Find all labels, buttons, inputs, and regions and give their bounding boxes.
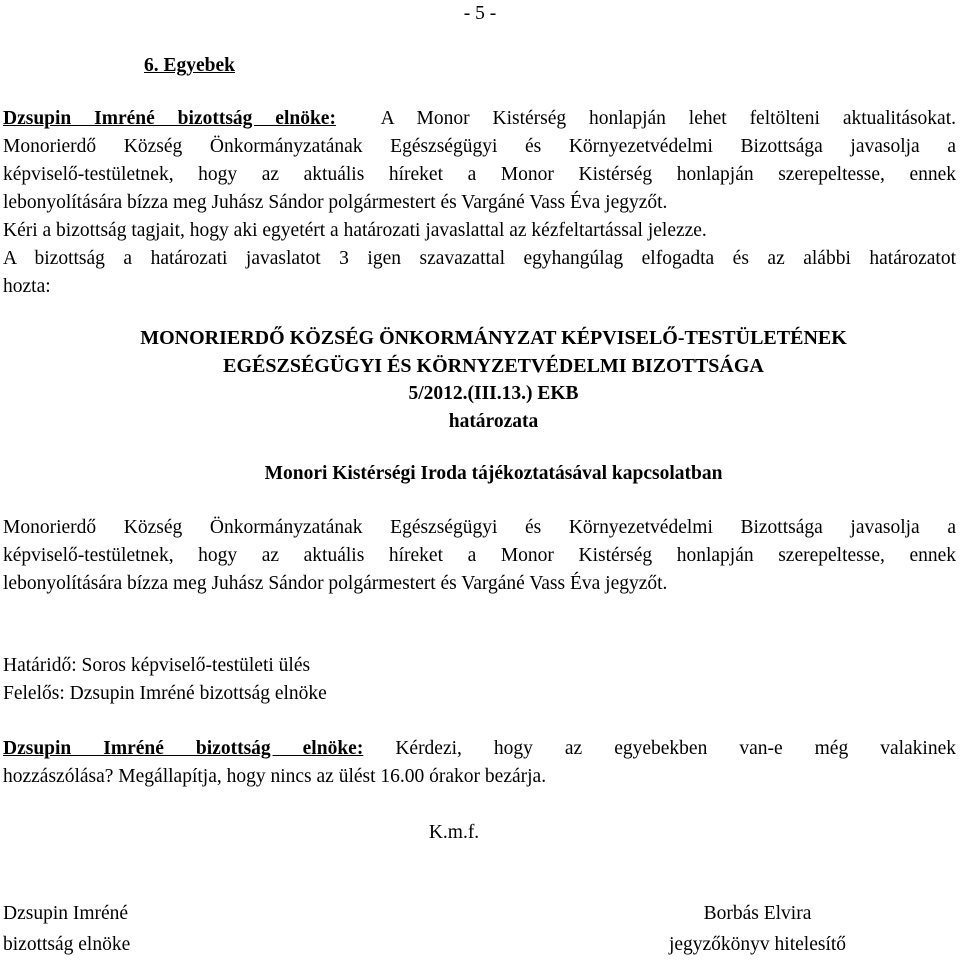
closing-line-1 (3, 735, 956, 763)
kmf: K.m.f. (428, 822, 480, 843)
intro-line-3: képviselő-testületnek, hogy az aktuális híreket a Monor Kistérség honlapján szerepeltesse, ennek (3, 164, 956, 185)
resolution-body-line-3: lebonyolítására bízza meg Juhász Sándor polgármestert és Vargáné Vass Éva jegyzőt. (3, 573, 668, 594)
intro-line-2: Monorierdő Község Önkormányzatának Egészségügyi és Környezetvédelmi Bizottsága javasolja a (3, 136, 956, 157)
closing-speaker: Dzsupin Imréné bizottság elnöke: (3, 738, 364, 759)
intro-paragraph (3, 105, 956, 301)
signature-right-title: jegyzőkönyv hitelesítő (668, 934, 847, 955)
resolution-meta (3, 652, 956, 708)
closing-paragraph (3, 735, 956, 791)
deadline: Határidő: Soros képviselő-testületi ülés (3, 655, 311, 676)
intro-line-1 (3, 105, 956, 133)
intro-line-5: Kéri a bizottság tagjait, hogy aki egyetért a határozati javaslattal az kézfeltartással jelezze. (3, 220, 707, 241)
intro-line-4: lebonyolítására bízza meg Juhász Sándor polgármestert és Vargáné Vass Éva jegyzőt. (3, 192, 668, 213)
resolution-label: határozata (448, 411, 539, 432)
resolution-body-line-2: képviselő-testületnek, hogy az aktuális híreket a Monor Kistérség honlapján szerepeltesse, ennek (3, 545, 956, 566)
closing-line-1-text: Kérdezi, hogy az egyebekben van-e még valakinek (395, 738, 957, 759)
resolution-heading-1: MONORIERDŐ KÖZSÉG ÖNKORMÁNYZAT KÉPVISELŐ-TESTÜLETÉNEK (140, 327, 847, 349)
signature-left (3, 898, 130, 960)
signature-left-name: Dzsupin Imréné (3, 903, 129, 924)
responsible: Felelős: Dzsupin Imréné bizottság elnöke (3, 683, 327, 704)
intro-line-6: A bizottság a határozati javaslatot 3 igen szavazattal egyhangúlag elfogadta és az alábbi határozatot (3, 248, 956, 269)
resolution-heading-2: EGÉSZSÉGÜGYI ÉS KÖRNYZETVÉDELMI BIZOTTSÁGA (223, 355, 764, 377)
closing-line-2: hozzászólása? Megállapítja, hogy nincs az ülést 16.00 órakor bezárja. (3, 766, 547, 787)
page-number: - 5 - (463, 3, 497, 24)
signature-right (640, 898, 875, 960)
resolution-number: 5/2012.(III.13.) EKB (408, 383, 579, 404)
intro-line-1-text: A Monor Kistérség honlapján lehet feltölteni aktualitásokat. (380, 108, 957, 129)
resolution-body (3, 514, 956, 598)
signature-right-name: Borbás Elvira (703, 903, 812, 924)
intro-speaker: Dzsupin Imréné bizottság elnöke: (3, 108, 336, 129)
resolution-body-line-1: Monorierdő Község Önkormányzatának Egészségügyi és Környezetvédelmi Bizottsága javasolja a (3, 517, 956, 538)
intro-line-7: hozta: (3, 276, 51, 297)
section-title: 6. Egyebek (144, 55, 236, 76)
signature-left-title: bizottság elnöke (3, 934, 131, 955)
resolution-subject: Monori Kistérségi Iroda tájékoztatásával kapcsolatban (264, 463, 723, 484)
